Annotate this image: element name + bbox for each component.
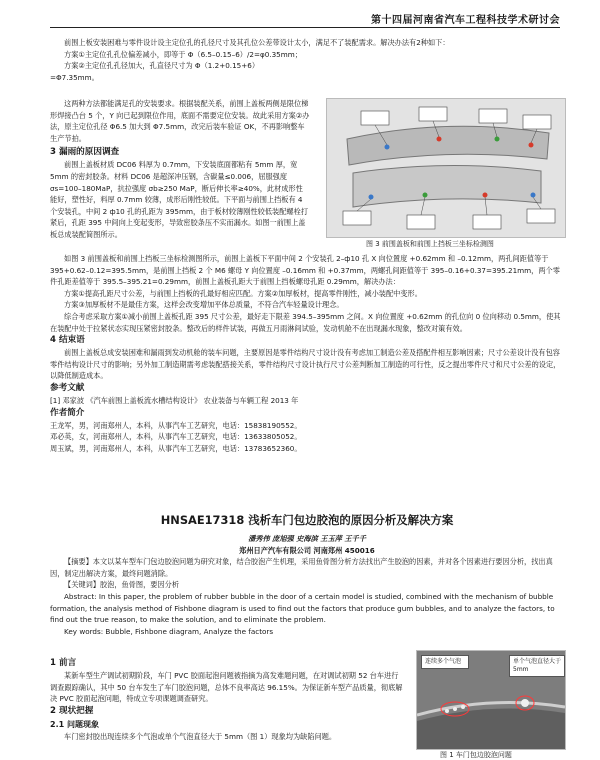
article-authors: 潘秀伟 庞旭强 史海滨 王玉萍 王千千 (248, 534, 366, 543)
article-title: HNSAE17318 浅析车门包边胶泡的原因分析及解决方案 (160, 513, 454, 527)
article-front-matter (50, 533, 564, 637)
paragraph: =Φ7.35mm。 (50, 72, 99, 82)
paragraph: 前围上盖板材质 DC06 料厚为 0.7mm，下安装底面都粘有 5mm 厚，宽 5mm 的密封胶条。材料 DC06 是超深冲压钢，含碳量≤0.006，屈服强度 σs=100–180MaP，抗拉强度 σb≥250 MaP，断后伸长率≥40%，此材成形性能好，塑性好，料厚 0.7mm 较薄，成形后刚性较低。下平面与前围上挡板有 4 个安装孔，中间 2 ф10 孔的孔距为 395mm，由于板材较薄刚性较低装配螺栓打紧后，孔距 395 中间向上变起变形，导致密胶条压不实而漏水。如图一前围上盖板总成装配简图所示。 (50, 160, 308, 239)
left-column (50, 98, 310, 241)
analysis-block (50, 253, 564, 454)
figure-3-caption: 图 3 前围盖板和前围上挡板三坐标检测图 (366, 240, 494, 248)
author-line: 邓必英，女，河南郑州人，本科，从事汽车工艺研究，电话：13633805052。 (50, 432, 302, 442)
keywords-chinese: 【关键词】胶泡，鱼骨图，要因分析 (64, 580, 180, 590)
abstract-chinese: 【摘要】本文以某车型车门包边胶泡问题为研究对象，结合胶泡产生机理，采用鱼骨图分析方法找出产生胶泡的因素，并对各个因素进行要因分析，找出真因，制定出解决方案，最终问题消除。 (50, 557, 553, 578)
cmm-measurement-illustration (327, 99, 565, 237)
figure-1-image (416, 650, 566, 750)
section-heading: 2 现状把握 (50, 705, 94, 716)
paragraph: 某新车型生产调试初期阶段，车门 PVC 胶面起泡问题被指摘为高发难题问题，在对调试初期 52 台车进行调查跟踪确认，其中 50 台车发生了车门胶泡问题，总体不良率高达 96.15%。为保证新车型产品质量，彻底解决 PVC 胶面起泡问题，特成立专项课题调查研究。 (50, 671, 403, 704)
author-line: 王龙军，男，河南郑州人，本科，从事汽车工艺研究，电话：15838190552。 (50, 420, 302, 430)
paragraph: 前围上盖板总成安装困难和漏雨到发动机舱的装车问题，主要原因是零件结构尺寸设计没有考虑加工制造公差及搭配件相互影响因素；尺寸公差设计没有包容零件结构设计尺寸的影响；另外加工制造期需考虑装配搭接关系，零件结构尺寸设计执行尺寸公差判断加工制造的可行性，反之提出零件尺寸和尺寸公差的设定，以降低制造成本。 (50, 348, 561, 381)
section-heading: 4 结束语 (50, 335, 85, 346)
paragraph: 前围上板安装困难与零件设计设主定位孔的孔径尺寸及其孔位公差带设计太小，满足不了装配需求。解决办法有2种如下： (64, 38, 450, 47)
paragraph: 综合考虑采取方案①减小前围上盖板孔距 395 尺寸公差，最好走下限差 394.5–395mm 之间。X 向位置度 +0.62mm 的孔位向 0 位向移动 0.5mm，使其在装配中处于拉紧状态实现压紧密封胶条。整改后的样件试装，再做五月雨淋间试验，发动机舱不在出现漏水现象，整改对策有效。 (50, 311, 561, 333)
paragraph: 方案①主定位孔孔位偏差减小，即等于 Φ（6.5–0.15–6）/2=φ0.35mm； (64, 49, 302, 59)
paragraph: 如图 3 前围盖板和前围上挡板三坐标检测图所示，前围上盖板下平面中间 2 个安装孔 2–ф10 孔 X 向位置度 +0.62mm 和 –0.12mm，两孔间距值等于 395+0.62–0.12=395.5mm，是前围上挡板 2 个 M6 螺母 Y 向位置度 –0.16mm 和 +0.37mm，两螺孔间距值等于 395–0.16+0.37=395.21mm，两个零件孔距差值等于 395.5–395.21=0.29mm，前围上盖板孔距大于前围上挡板螺母孔距 0.29mm，解决办法： (50, 254, 560, 287)
paragraph: 车门密封胶出现连续多个气泡或单个气泡直径大于 5mm（图 1）现象均为缺陷问题。 (64, 731, 337, 741)
keywords-english: Key words: Bubble, Fishbone diagram, Analyze the factors (64, 626, 274, 636)
header-rule (50, 27, 560, 28)
author-line: 周玉斌，男，河南郑州人，本科，从事汽车工艺研究，电话：13783652360。 (50, 443, 302, 453)
references-heading: 参考文献 (50, 382, 85, 393)
figure-1-caption: 图 1 车门包边胶泡问题 (440, 751, 512, 759)
paragraph: 方案②主定位孔孔径加大，孔直径尺寸为 Φ（1.2+0.15+6） (64, 61, 260, 71)
article-body-left (50, 657, 405, 742)
author-info-heading: 作者简介 (50, 407, 85, 418)
paragraph: 方案①提高孔距尺寸公差，与前围上挡板的孔最好相应匹配。方案②加厚板材，提高零件刚性，减小装配中变形。 (64, 288, 422, 298)
figure-1-callout-a: 连续多个气泡 (421, 655, 469, 669)
paragraph: 这两种方法都能满足孔的安装要求。根据装配关系，前围上盖板两侧是限位梯形焊接凸台 5 个，Y 向已起到限位作用，底面不需要定位安装。故此采用方案②办法，原主定位孔径 Φ6.5 加大到 Φ7.5mm，改完后装车验证 OK，不再影响整车生产节拍。 (50, 99, 310, 143)
figure-1-callout-b: 单个气泡直径大于5mm (509, 655, 565, 677)
figure-3-image (326, 98, 566, 238)
abstract-english: Abstract: In this paper, the problem of rubber bubble in the door of a certain model is studied, combined with the mechanism of bubble formation, the analysis method of Fishbone diagram is used to find out the factors that produce gum bubbles, and to analyze the factors, to find out the true reason, to make the solution, and to eliminate the problem. (50, 591, 555, 625)
subsection-heading: 2.1 问题现象 (50, 719, 99, 729)
reference-item: [1] 邓家波 《汽车前围上盖板流水槽结构设计》 农业装备与车辆工程 2013 年 (50, 395, 299, 405)
section-heading: 1 前言 (50, 658, 77, 668)
running-header: 第十四届河南省汽车工程科技学术研讨会 (371, 15, 560, 26)
article-affiliation: 郑州日产汽车有限公司 河南郑州 450016 (239, 545, 375, 555)
section-heading: 3 漏雨的原因调查 (50, 147, 120, 158)
intro-block (50, 37, 564, 83)
paragraph: 方案③加厚板材不是最佳方案，这样会改变增加平体总质量，不符合汽车轻量设计理念。 (64, 300, 344, 310)
